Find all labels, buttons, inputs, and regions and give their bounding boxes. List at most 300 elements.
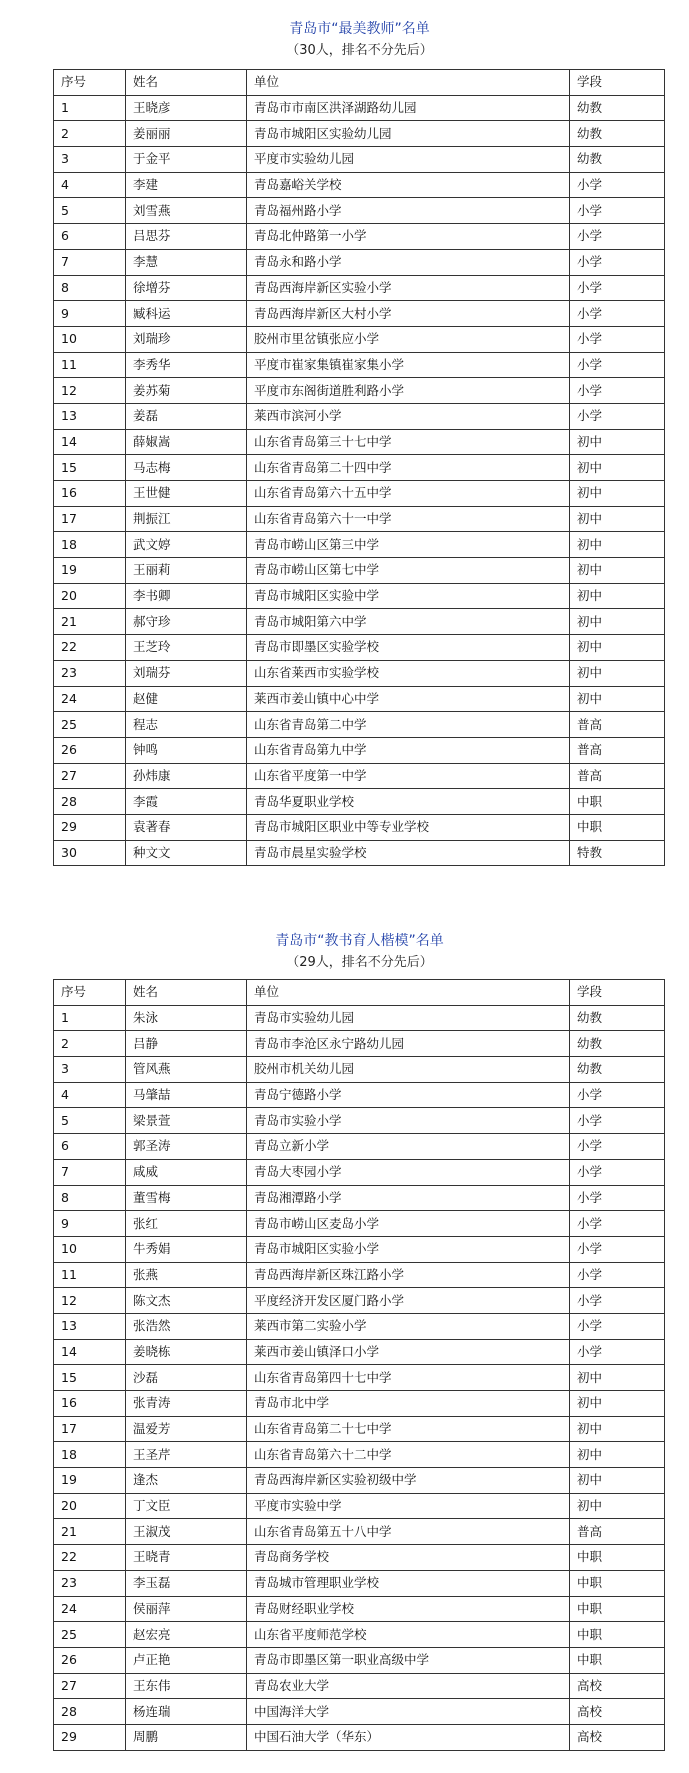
unit-cell: 青岛永和路小学	[247, 249, 570, 275]
table-header-row	[54, 70, 665, 96]
stage-cell: 小学	[570, 1236, 665, 1262]
stage-cell: 幼教	[570, 121, 665, 147]
index-cell: 24	[54, 1596, 126, 1622]
index-cell: 12	[54, 1288, 126, 1314]
table-row	[54, 403, 665, 429]
unit-cell: 胶州市机关幼儿园	[247, 1057, 570, 1083]
section-subtitle: （30人，排名不分先后）	[286, 43, 433, 58]
name-cell: 管风燕	[126, 1057, 247, 1083]
stage-cell: 小学	[570, 1339, 665, 1365]
index-cell: 4	[54, 172, 126, 198]
table-row	[54, 1082, 665, 1108]
table-row	[54, 147, 665, 173]
table-row	[54, 1288, 665, 1314]
index-cell: 11	[54, 352, 126, 378]
table-row	[54, 326, 665, 352]
stage-cell: 小学	[570, 198, 665, 224]
table-row	[54, 686, 665, 712]
header-name: 姓名	[126, 980, 247, 1006]
index-cell: 8	[54, 1185, 126, 1211]
unit-cell: 青岛农业大学	[247, 1673, 570, 1699]
table-row	[54, 224, 665, 250]
index-cell: 2	[54, 121, 126, 147]
table-row	[54, 1724, 665, 1750]
index-cell: 6	[54, 224, 126, 250]
table-row	[54, 558, 665, 584]
unit-cell: 青岛北仲路第一小学	[247, 224, 570, 250]
index-cell: 20	[54, 583, 126, 609]
section-title: 青岛市“最美教师”名单	[289, 21, 430, 37]
stage-cell: 幼教	[570, 147, 665, 173]
table-row	[54, 1468, 665, 1494]
name-cell: 刘瑞珍	[126, 326, 247, 352]
table-row	[54, 737, 665, 763]
stage-cell: 幼教	[570, 95, 665, 121]
unit-cell: 青岛商务学校	[247, 1545, 570, 1571]
name-cell: 徐增芬	[126, 275, 247, 301]
index-cell: 6	[54, 1134, 126, 1160]
stage-cell: 初中	[570, 660, 665, 686]
table-row	[54, 1057, 665, 1083]
table-row	[54, 583, 665, 609]
name-cell: 赵宏亮	[126, 1622, 247, 1648]
unit-cell: 中国石油大学（华东）	[247, 1724, 570, 1750]
unit-cell: 青岛立新小学	[247, 1134, 570, 1160]
table-row	[54, 1570, 665, 1596]
index-cell: 26	[54, 1647, 126, 1673]
stage-cell: 小学	[570, 1313, 665, 1339]
name-cell: 张红	[126, 1211, 247, 1237]
unit-cell: 青岛市崂山区麦岛小学	[247, 1211, 570, 1237]
index-cell: 19	[54, 1468, 126, 1494]
name-cell: 李慧	[126, 249, 247, 275]
index-cell: 15	[54, 1365, 126, 1391]
table-row	[54, 455, 665, 481]
stage-cell: 初中	[570, 506, 665, 532]
unit-cell: 青岛嘉峪关学校	[247, 172, 570, 198]
stage-cell: 幼教	[570, 1031, 665, 1057]
unit-cell: 青岛宁德路小学	[247, 1082, 570, 1108]
table-row	[54, 506, 665, 532]
index-cell: 17	[54, 1416, 126, 1442]
name-cell: 王圣芹	[126, 1442, 247, 1468]
unit-cell: 平度市崔家集镇崔家集小学	[247, 352, 570, 378]
unit-cell: 青岛市市南区洪泽湖路幼儿园	[247, 95, 570, 121]
name-cell: 梁景萱	[126, 1108, 247, 1134]
name-cell: 吕静	[126, 1031, 247, 1057]
stage-cell: 小学	[570, 1159, 665, 1185]
name-cell: 王淑茂	[126, 1519, 247, 1545]
header-stage: 学段	[570, 980, 665, 1006]
table-row	[54, 712, 665, 738]
name-cell: 董雪梅	[126, 1185, 247, 1211]
name-cell: 种文文	[126, 840, 247, 866]
name-cell: 卢正艳	[126, 1647, 247, 1673]
table-row	[54, 789, 665, 815]
index-cell: 1	[54, 1005, 126, 1031]
stage-cell: 高校	[570, 1673, 665, 1699]
stage-cell: 初中	[570, 609, 665, 635]
index-cell: 28	[54, 1699, 126, 1725]
unit-cell: 青岛市晨星实验学校	[247, 840, 570, 866]
index-cell: 3	[54, 1057, 126, 1083]
table-row	[54, 1031, 665, 1057]
stage-cell: 小学	[570, 275, 665, 301]
unit-cell: 青岛西海岸新区珠江路小学	[247, 1262, 570, 1288]
name-cell: 王芝玲	[126, 635, 247, 661]
unit-cell: 青岛市崂山区第七中学	[247, 558, 570, 584]
unit-cell: 青岛市城阳区实验中学	[247, 583, 570, 609]
table-row	[54, 1442, 665, 1468]
index-cell: 18	[54, 532, 126, 558]
index-cell: 8	[54, 275, 126, 301]
index-cell: 16	[54, 1391, 126, 1417]
name-cell: 李霞	[126, 789, 247, 815]
unit-cell: 山东省青岛第三十七中学	[247, 429, 570, 455]
stage-cell: 普高	[570, 1519, 665, 1545]
table-row	[54, 95, 665, 121]
table-row	[54, 1134, 665, 1160]
table-row	[54, 660, 665, 686]
table-row	[54, 1365, 665, 1391]
table-row	[54, 1262, 665, 1288]
index-cell: 18	[54, 1442, 126, 1468]
index-cell: 5	[54, 198, 126, 224]
table-row	[54, 1596, 665, 1622]
table-header-row	[54, 980, 665, 1006]
stage-cell: 小学	[570, 224, 665, 250]
index-cell: 28	[54, 789, 126, 815]
stage-cell: 小学	[570, 1262, 665, 1288]
unit-cell: 山东省青岛第五十八中学	[247, 1519, 570, 1545]
name-cell: 侯丽萍	[126, 1596, 247, 1622]
index-cell: 5	[54, 1108, 126, 1134]
stage-cell: 初中	[570, 532, 665, 558]
unit-cell: 平度市实验幼儿园	[247, 147, 570, 173]
table-row	[54, 352, 665, 378]
unit-cell: 青岛市实验小学	[247, 1108, 570, 1134]
name-cell: 牛秀娟	[126, 1236, 247, 1262]
unit-cell: 莱西市姜山镇中心中学	[247, 686, 570, 712]
teachers-table	[53, 69, 665, 866]
stage-cell: 初中	[570, 583, 665, 609]
table-row	[54, 1211, 665, 1237]
unit-cell: 青岛市崂山区第三中学	[247, 532, 570, 558]
table-row	[54, 1313, 665, 1339]
stage-cell: 初中	[570, 429, 665, 455]
index-cell: 20	[54, 1493, 126, 1519]
stage-cell: 普高	[570, 737, 665, 763]
stage-cell: 小学	[570, 1185, 665, 1211]
unit-cell: 青岛市城阳第六中学	[247, 609, 570, 635]
table-row	[54, 840, 665, 866]
unit-cell: 平度市东阁街道胜利路小学	[247, 378, 570, 404]
table-row	[54, 1185, 665, 1211]
table-row	[54, 1673, 665, 1699]
table-row	[54, 249, 665, 275]
unit-cell: 青岛华夏职业学校	[247, 789, 570, 815]
unit-cell: 山东省青岛第二十七中学	[247, 1416, 570, 1442]
name-cell: 荆振江	[126, 506, 247, 532]
table-row	[54, 1159, 665, 1185]
stage-cell: 中职	[570, 789, 665, 815]
table-row	[54, 609, 665, 635]
index-cell: 14	[54, 429, 126, 455]
name-cell: 吕思芬	[126, 224, 247, 250]
table-row	[54, 532, 665, 558]
stage-cell: 小学	[570, 352, 665, 378]
name-cell: 丁文臣	[126, 1493, 247, 1519]
index-cell: 22	[54, 1545, 126, 1571]
index-cell: 25	[54, 1622, 126, 1648]
stage-cell: 初中	[570, 1416, 665, 1442]
stage-cell: 普高	[570, 712, 665, 738]
unit-cell: 青岛市城阳区实验幼儿园	[247, 121, 570, 147]
index-cell: 26	[54, 737, 126, 763]
table-row	[54, 172, 665, 198]
stage-cell: 小学	[570, 378, 665, 404]
index-cell: 7	[54, 1159, 126, 1185]
stage-cell: 小学	[570, 1211, 665, 1237]
table-row	[54, 814, 665, 840]
name-cell: 王晓彦	[126, 95, 247, 121]
name-cell: 张浩然	[126, 1313, 247, 1339]
unit-cell: 青岛财经职业学校	[247, 1596, 570, 1622]
index-cell: 24	[54, 686, 126, 712]
name-cell: 马志梅	[126, 455, 247, 481]
index-cell: 22	[54, 635, 126, 661]
unit-cell: 青岛湘潭路小学	[247, 1185, 570, 1211]
stage-cell: 小学	[570, 1108, 665, 1134]
table-row	[54, 301, 665, 327]
name-cell: 武文婷	[126, 532, 247, 558]
name-cell: 刘雪燕	[126, 198, 247, 224]
table-row	[54, 1647, 665, 1673]
stage-cell: 初中	[570, 1493, 665, 1519]
index-cell: 29	[54, 1724, 126, 1750]
name-cell: 姜磊	[126, 403, 247, 429]
name-cell: 王世健	[126, 481, 247, 507]
unit-cell: 山东省青岛第六十五中学	[247, 481, 570, 507]
index-cell: 10	[54, 1236, 126, 1262]
index-cell: 3	[54, 147, 126, 173]
section-subtitle: （29人，排名不分先后）	[286, 955, 433, 970]
stage-cell: 小学	[570, 1134, 665, 1160]
name-cell: 温爱芳	[126, 1416, 247, 1442]
stage-cell: 小学	[570, 403, 665, 429]
section-title: 青岛市“教书育人楷模”名单	[275, 933, 444, 949]
unit-cell: 青岛市城阳区实验小学	[247, 1236, 570, 1262]
stage-cell: 幼教	[570, 1057, 665, 1083]
stage-cell: 中职	[570, 1545, 665, 1571]
unit-cell: 青岛市李沧区永宁路幼儿园	[247, 1031, 570, 1057]
stage-cell: 初中	[570, 1442, 665, 1468]
unit-cell: 青岛福州路小学	[247, 198, 570, 224]
name-cell: 王丽莉	[126, 558, 247, 584]
stage-cell: 高校	[570, 1724, 665, 1750]
index-cell: 12	[54, 378, 126, 404]
unit-cell: 莱西市第二实验小学	[247, 1313, 570, 1339]
header-unit: 单位	[247, 70, 570, 96]
name-cell: 张青涛	[126, 1391, 247, 1417]
unit-cell: 青岛市城阳区职业中等专业学校	[247, 814, 570, 840]
stage-cell: 中职	[570, 1647, 665, 1673]
stage-cell: 特教	[570, 840, 665, 866]
name-cell: 杨连瑞	[126, 1699, 247, 1725]
name-cell: 王晓青	[126, 1545, 247, 1571]
stage-cell: 初中	[570, 1365, 665, 1391]
index-cell: 19	[54, 558, 126, 584]
name-cell: 李书卿	[126, 583, 247, 609]
name-cell: 马肇喆	[126, 1082, 247, 1108]
index-cell: 2	[54, 1031, 126, 1057]
name-cell: 程志	[126, 712, 247, 738]
table-row	[54, 275, 665, 301]
stage-cell: 幼教	[570, 1005, 665, 1031]
name-cell: 臧科运	[126, 301, 247, 327]
table-row	[54, 481, 665, 507]
index-cell: 23	[54, 1570, 126, 1596]
index-cell: 13	[54, 1313, 126, 1339]
name-cell: 陈文杰	[126, 1288, 247, 1314]
unit-cell: 青岛西海岸新区实验小学	[247, 275, 570, 301]
stage-cell: 中职	[570, 1596, 665, 1622]
index-cell: 9	[54, 301, 126, 327]
name-cell: 姜丽丽	[126, 121, 247, 147]
stage-cell: 中职	[570, 1622, 665, 1648]
index-cell: 25	[54, 712, 126, 738]
unit-cell: 山东省青岛第六十一中学	[247, 506, 570, 532]
name-cell: 钟鸣	[126, 737, 247, 763]
stage-cell: 小学	[570, 301, 665, 327]
most-beautiful-teachers-section	[0, 18, 689, 860]
stage-cell: 初中	[570, 558, 665, 584]
stage-cell: 初中	[570, 1468, 665, 1494]
name-cell: 沙磊	[126, 1365, 247, 1391]
index-cell: 10	[54, 326, 126, 352]
table-row	[54, 1108, 665, 1134]
name-cell: 刘瑞芬	[126, 660, 247, 686]
header-stage: 学段	[570, 70, 665, 96]
index-cell: 30	[54, 840, 126, 866]
table-row	[54, 1519, 665, 1545]
index-cell: 29	[54, 814, 126, 840]
table-row	[54, 1391, 665, 1417]
index-cell: 23	[54, 660, 126, 686]
stage-cell: 高校	[570, 1699, 665, 1725]
table-row	[54, 198, 665, 224]
unit-cell: 中国海洋大学	[247, 1699, 570, 1725]
name-cell: 李玉磊	[126, 1570, 247, 1596]
index-cell: 7	[54, 249, 126, 275]
index-cell: 21	[54, 609, 126, 635]
name-cell: 于金平	[126, 147, 247, 173]
unit-cell: 青岛西海岸新区大村小学	[247, 301, 570, 327]
index-cell: 1	[54, 95, 126, 121]
name-cell: 姜苏菊	[126, 378, 247, 404]
unit-cell: 青岛市即墨区实验学校	[247, 635, 570, 661]
table-row	[54, 635, 665, 661]
unit-cell: 青岛市即墨区第一职业高级中学	[247, 1647, 570, 1673]
unit-cell: 青岛大枣园小学	[247, 1159, 570, 1185]
name-cell: 张燕	[126, 1262, 247, 1288]
unit-cell: 山东省莱西市实验学校	[247, 660, 570, 686]
name-cell: 赵健	[126, 686, 247, 712]
name-cell: 周鹏	[126, 1724, 247, 1750]
stage-cell: 初中	[570, 635, 665, 661]
table-row	[54, 1236, 665, 1262]
name-cell: 朱泳	[126, 1005, 247, 1031]
table-row	[54, 121, 665, 147]
stage-cell: 小学	[570, 172, 665, 198]
unit-cell: 山东省平度师范学校	[247, 1622, 570, 1648]
table-row	[54, 1622, 665, 1648]
table-row	[54, 429, 665, 455]
name-cell: 孙炜康	[126, 763, 247, 789]
name-cell: 李建	[126, 172, 247, 198]
name-cell: 李秀华	[126, 352, 247, 378]
index-cell: 15	[54, 455, 126, 481]
educators-table	[53, 979, 665, 1751]
header-unit: 单位	[247, 980, 570, 1006]
unit-cell: 山东省平度第一中学	[247, 763, 570, 789]
stage-cell: 初中	[570, 686, 665, 712]
index-cell: 21	[54, 1519, 126, 1545]
index-cell: 27	[54, 1673, 126, 1699]
stage-cell: 小学	[570, 1288, 665, 1314]
index-cell: 14	[54, 1339, 126, 1365]
stage-cell: 普高	[570, 763, 665, 789]
index-cell: 16	[54, 481, 126, 507]
stage-cell: 中职	[570, 814, 665, 840]
stage-cell: 初中	[570, 1391, 665, 1417]
name-cell: 郭圣涛	[126, 1134, 247, 1160]
unit-cell: 平度市实验中学	[247, 1493, 570, 1519]
table-row	[54, 1416, 665, 1442]
stage-cell: 中职	[570, 1570, 665, 1596]
stage-cell: 初中	[570, 481, 665, 507]
unit-cell: 青岛市北中学	[247, 1391, 570, 1417]
header-index: 序号	[54, 70, 126, 96]
stage-cell: 小学	[570, 1082, 665, 1108]
index-cell: 27	[54, 763, 126, 789]
unit-cell: 青岛市实验幼儿园	[247, 1005, 570, 1031]
index-cell: 4	[54, 1082, 126, 1108]
table-row	[54, 763, 665, 789]
unit-cell: 山东省青岛第九中学	[247, 737, 570, 763]
unit-cell: 山东省青岛第二中学	[247, 712, 570, 738]
table-row	[54, 378, 665, 404]
unit-cell: 青岛西海岸新区实验初级中学	[247, 1468, 570, 1494]
table-row	[54, 1545, 665, 1571]
header-index: 序号	[54, 980, 126, 1006]
header-name: 姓名	[126, 70, 247, 96]
index-cell: 17	[54, 506, 126, 532]
unit-cell: 莱西市滨河小学	[247, 403, 570, 429]
stage-cell: 小学	[570, 249, 665, 275]
name-cell: 王东伟	[126, 1673, 247, 1699]
model-educators-section	[0, 930, 689, 1745]
name-cell: 薛婌嵩	[126, 429, 247, 455]
table-row	[54, 1699, 665, 1725]
table-row	[54, 1493, 665, 1519]
name-cell: 咸威	[126, 1159, 247, 1185]
stage-cell: 初中	[570, 455, 665, 481]
index-cell: 9	[54, 1211, 126, 1237]
unit-cell: 山东省青岛第二十四中学	[247, 455, 570, 481]
table-row	[54, 1005, 665, 1031]
unit-cell: 平度经济开发区厦门路小学	[247, 1288, 570, 1314]
